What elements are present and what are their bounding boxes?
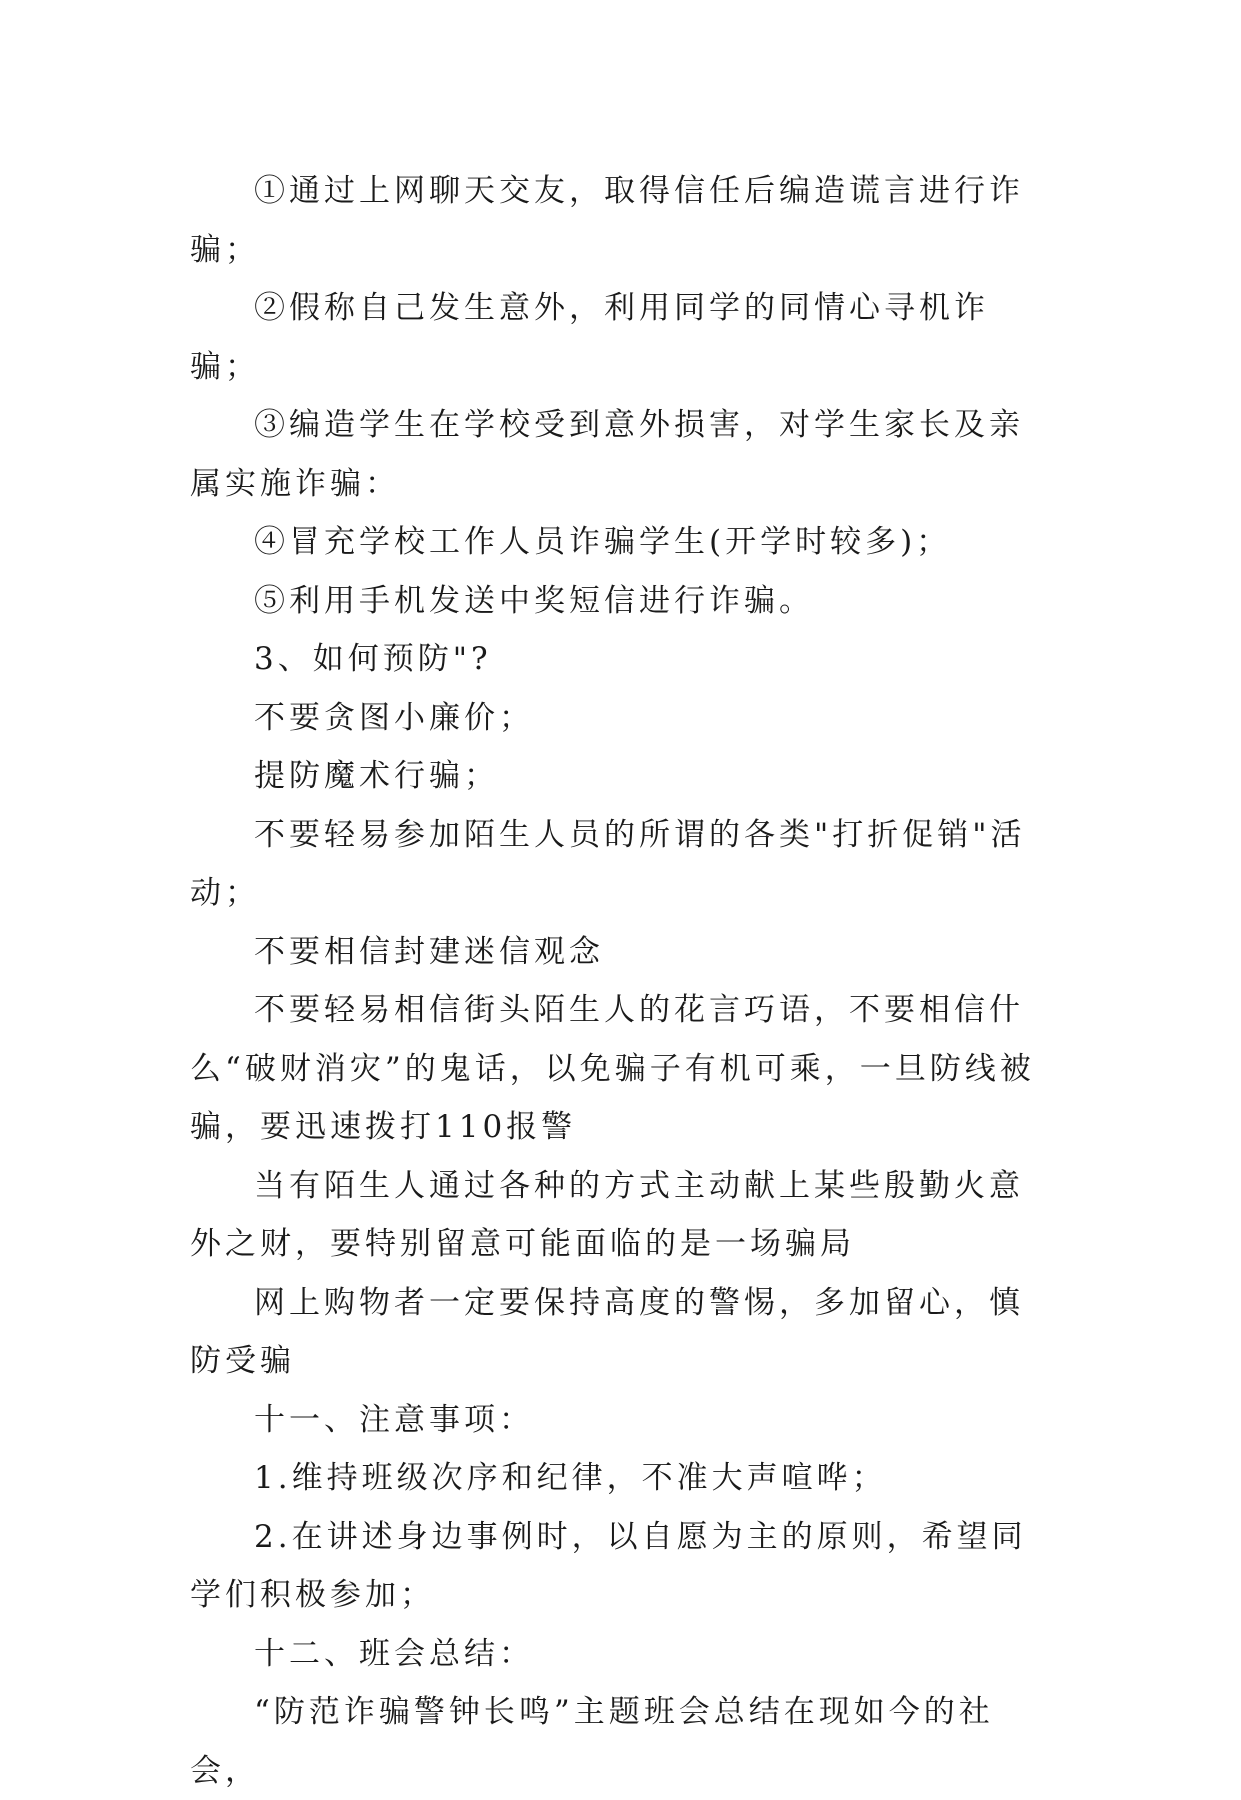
prevention-item: 不要轻易参加陌生人员的所谓的各类"打折促销"活动； [190, 816, 1026, 911]
prevention-paragraph: 当有陌生人通过各种的方式主动献上某些殷勤火意外之财，要特别留意可能面临的是一场骗局 [190, 1167, 1024, 1262]
document-body [190, 162, 1052, 1800]
section-heading-summary: 十二、班会总结： [254, 1635, 534, 1672]
prevention-item: 不要相信封建迷信观念 [254, 933, 604, 970]
section-heading-prevention: 3、如何预防"? [254, 641, 492, 677]
summary-paragraph: “防范诈骗警钟长鸣”主题班会总结在现如今的社会， [190, 1694, 994, 1789]
fraud-type-3: ③编造学生在学校受到意外损害，对学生家长及亲属实施诈骗： [190, 407, 1024, 502]
fraud-type-2: ②假称自己发生意外，利用同学的同情心寻机诈骗； [190, 290, 989, 385]
note-item-1: 1.维持班级次序和纪律，不准大声喧哗； [254, 1460, 887, 1496]
fraud-type-4: ④冒充学校工作人员诈骗学生(开学时较多)； [254, 524, 952, 560]
prevention-item: 提防魔术行骗； [254, 758, 499, 794]
prevention-paragraph: 不要轻易相信街头陌生人的花言巧语，不要相信什么“破财消灾”的鬼话，以免骗子有机可乘，一旦防线被骗，要迅速拨打110报警 [190, 992, 1035, 1145]
section-heading-notes: 十一、注意事项： [254, 1401, 534, 1438]
prevention-paragraph: 网上购物者一定要保持高度的警惕，多加留心，慎防受骗 [190, 1284, 1024, 1379]
fraud-type-5: ⑤利用手机发送中奖短信进行诈骗。 [254, 582, 814, 619]
note-item-2: 2.在讲述身边事例时，以自愿为主的原则，希望同学们积极参加； [190, 1518, 1027, 1613]
fraud-type-1: ①通过上网聊天交友，取得信任后编造谎言进行诈骗； [190, 173, 1024, 268]
prevention-item: 不要贪图小廉价； [254, 699, 534, 736]
